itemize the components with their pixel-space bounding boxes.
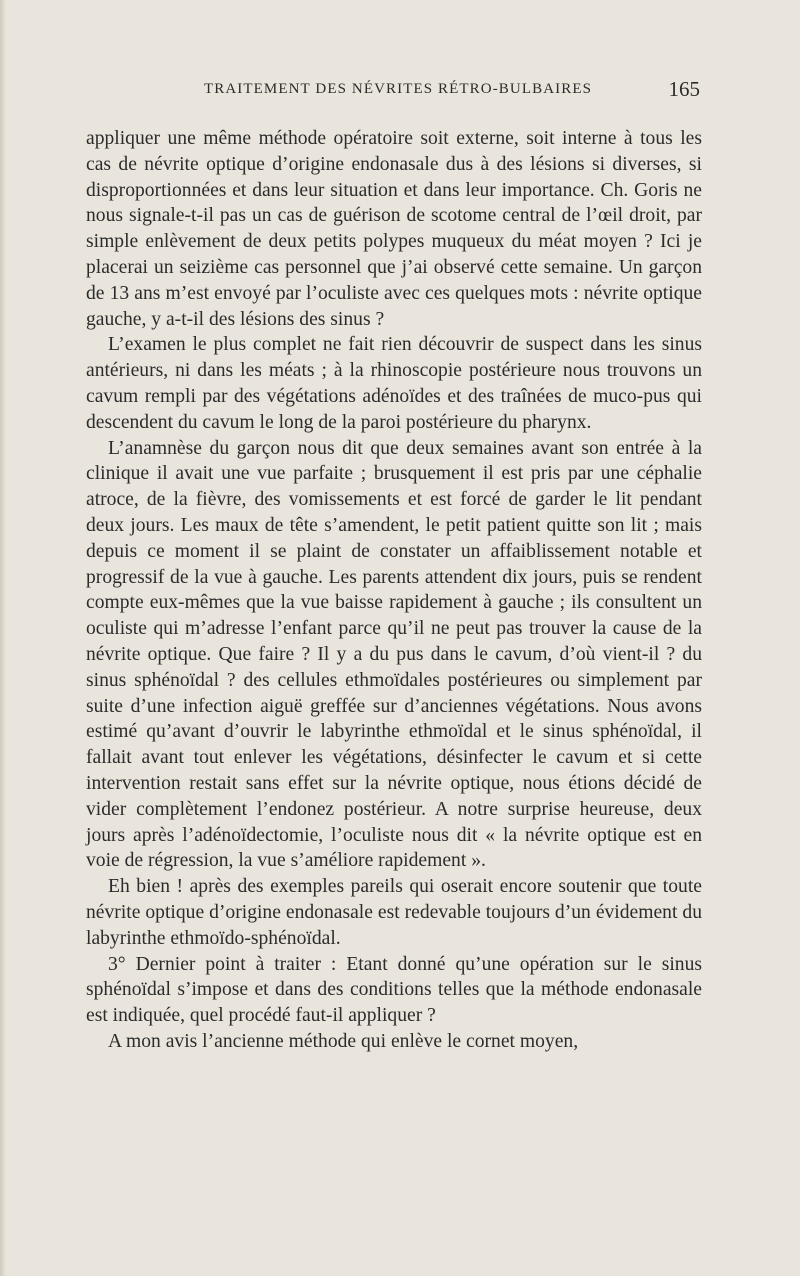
page-number: 165 <box>668 77 700 101</box>
paragraph: A mon avis l’ancienne méthode qui enlève le cornet moyen, <box>108 1030 579 1052</box>
running-title: TRAITEMENT DES NÉVRITES RÉTRO-BULBAIRES <box>204 81 593 97</box>
running-header <box>86 75 706 105</box>
paragraph: L’anamnèse du garçon nous dit que deux semaines avant son entrée à la clinique il avait une vue parfaite ; brusquement il est pris par une céphalie atroce, de la fièvre, des vomissements et est forcé de garder le lit pendant deux jours. Les maux de tête s’amendent, le petit patient quitte son lit ; mais depuis ce moment il se plaint de constater un affaiblissement notable et progressif de la vue à gauche. Les parents attendent dix jours, puis se rendent compte eux-mêmes que la vue baisse rapidement à gauche ; ils consultent un oculiste qui m’adresse l’enfant parce qu’il ne peut pas trouver la cause de la névrite optique. Que faire ? Il y a du pus dans le cavum, d’où vient-il ? du sinus sphénoïdal ? des cellules ethmoïdales postérieures ou simplement par suite d’une infection aiguë greffée sur d’anciennes végétations. Nous avons estimé qu’avant d’ouvrir le labyrinthe ethmoïdal et le sinus sphénoïdal, il fallait avant tout enlever les végétations, désinfecter le cavum et si cette intervention restait sans effet sur la névrite optique, nous étions décidé de vider complètement l’endonez postérieur. A notre surprise heureuse, deux jours après l’adénoïdectomie, l’oculiste nous dit « la névrite optique est en voie de régression, la vue s’améliore rapidement ». <box>86 437 702 872</box>
paragraph: 3° Dernier point à traiter : Etant donné qu’une opération sur le sinus sphénoïdal s’impose et dans des conditions telles que la méthode endonasale est indiquée, quel procédé faut-il appliquer ? <box>86 953 702 1027</box>
page-left-edge <box>0 0 6 1276</box>
paragraph: L’examen le plus complet ne fait rien découvrir de suspect dans les sinus antérieurs, ni dans les méats ; à la rhinoscopie postérieure nous trouvons un cavum rempli par des végétations adénoïdes et des traînées de muco-pus qui descendent du cavum le long de la paroi postérieure du pharynx. <box>86 334 702 433</box>
paragraph: appliquer une même méthode opératoire soit externe, soit interne à tous les cas de névrite optique d’origine endonasale dus à des lésions si diverses, si disproportionnées et dans leur situation et dans leur importance. Ch. Goris ne nous signale-t-il pas un cas de guérison de scotome central de l’œil droit, par simple enlèvement de deux petits polypes muqueux du méat moyen ? Ici je placerai un seizième cas personnel que j’ai observé cette semaine. Un garçon de 13 ans m’est envoyé par l’oculiste avec ces quelques mots : névrite optique gauche, y a-t-il des lésions des sinus ? <box>86 128 702 330</box>
paragraph: Eh bien ! après des exemples pareils qui oserait encore soutenir que toute névrite optique d’origine endonasale est redevable toujours d’un évidement du labyrinthe ethmoïdo-sphénoïdal. <box>86 876 702 949</box>
body-text <box>86 126 702 1055</box>
